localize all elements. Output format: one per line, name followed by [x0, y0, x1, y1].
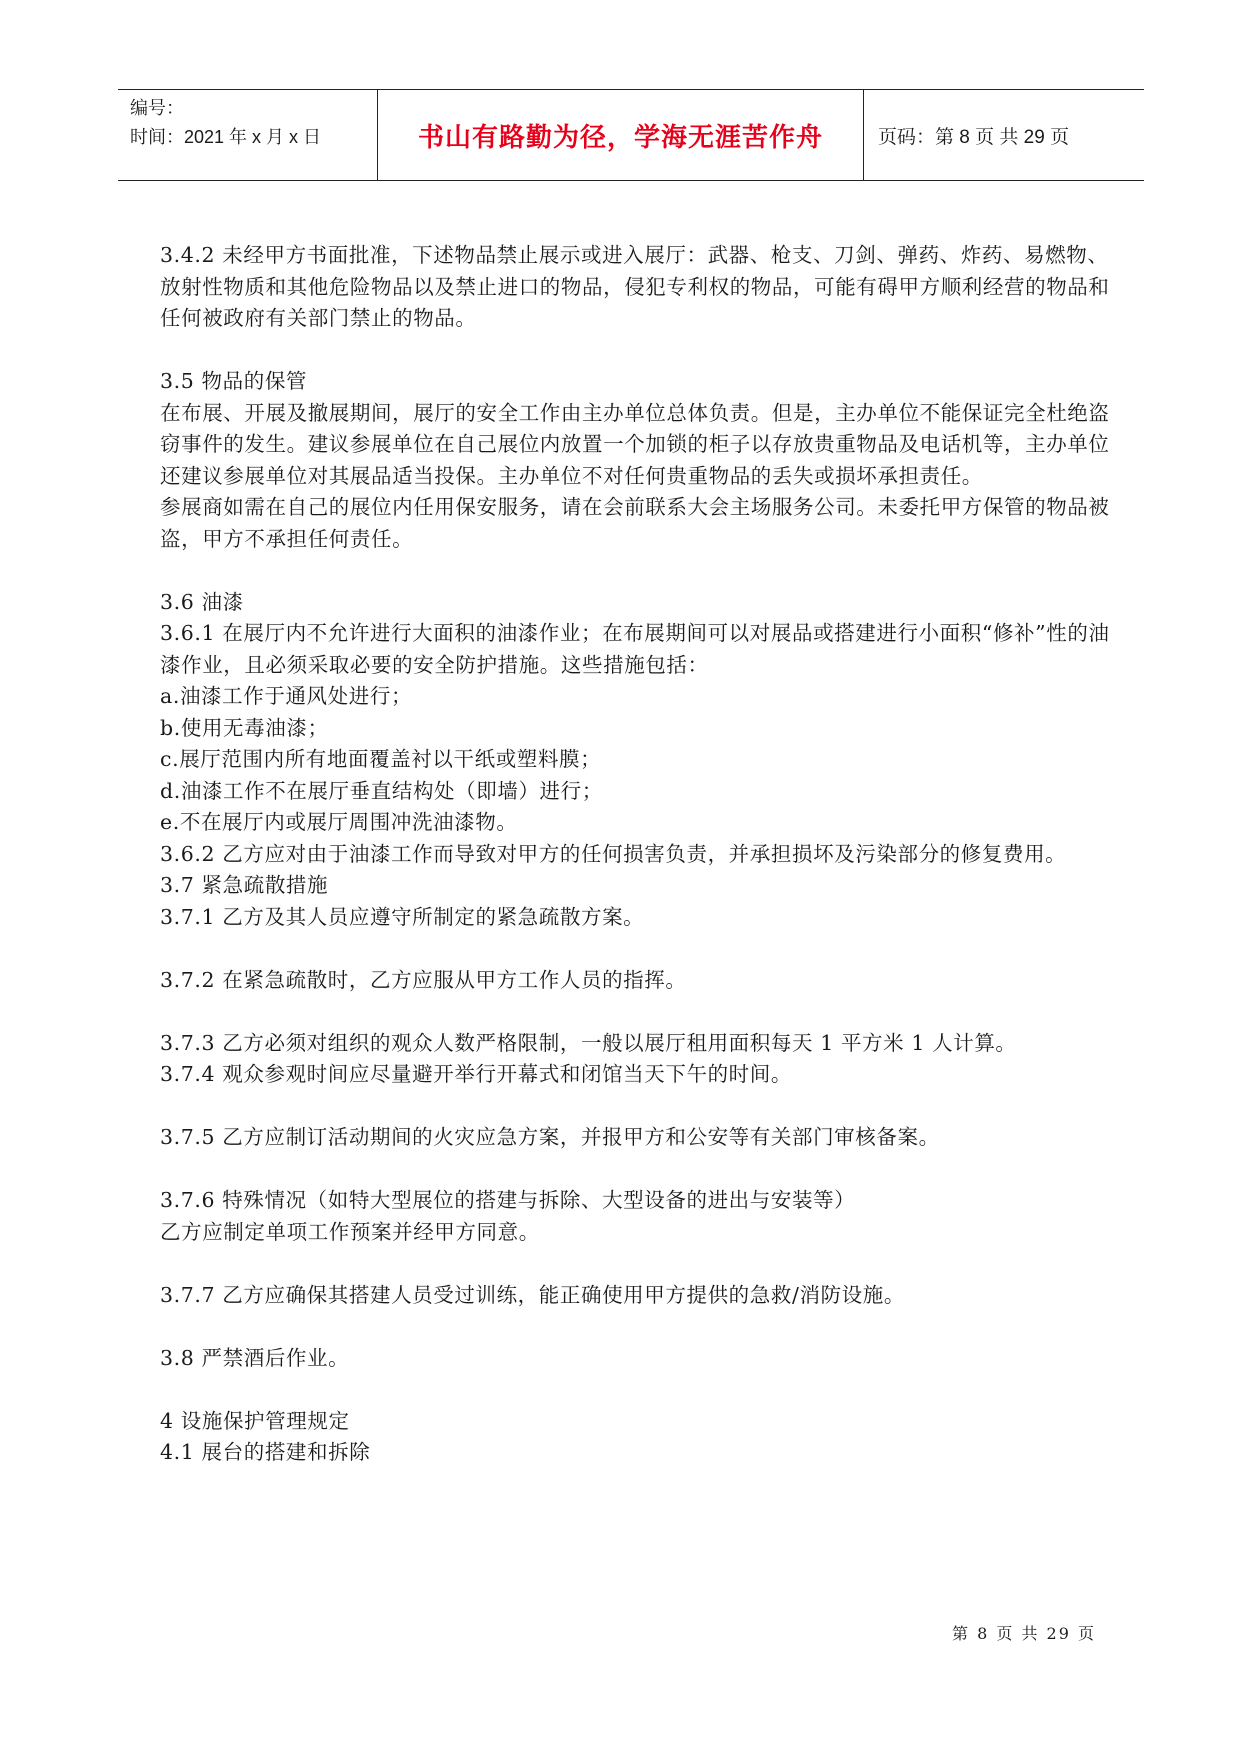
- heading-4-1: 4.1 展台的搭建和拆除: [160, 1440, 371, 1464]
- document-number-label: 编号：: [130, 98, 184, 118]
- header-motto: 书山有路勤为径，学海无涯苦作舟: [378, 90, 864, 180]
- paragraph-3-7-4: 3.7.4 观众参观时间应尽量避开举行开幕式和闭馆当天下午的时间。: [160, 1062, 792, 1086]
- paragraph-3-5-b: 参展商如需在自己的展位内任用保安服务，请在会前联系大会主场服务公司。未委托甲方保管的物品被盗，甲方不承担任何责任。: [160, 495, 1110, 551]
- paragraph-3-7-7: 3.7.7 乙方应确保其搭建人员受过训练，能正确使用甲方提供的急救/消防设施。: [160, 1282, 905, 1307]
- paragraph-3-7-1: 3.7.1 乙方及其人员应遵守所制定的紧急疏散方案。: [160, 904, 645, 929]
- document-date: 时间：2021 年 x 月 x 日: [130, 127, 322, 147]
- page-header: [118, 89, 1144, 181]
- paragraph-3-7-6-a: 3.7.6 特殊情况（如特大型展位的搭建与拆除、大型设备的进出与安装等）: [160, 1188, 856, 1212]
- page-footer: 第 8 页 共 29 页: [952, 1624, 1096, 1643]
- list-item-a: a.油漆工作于通风处进行；: [160, 684, 413, 708]
- list-item-e: e.不在展厅内或展厅周围冲洗油漆物。: [160, 810, 518, 834]
- heading-4: 4 设施保护管理规定: [160, 1408, 350, 1433]
- paragraph-3-4-2: 3.4.2 未经甲方书面批准，下述物品禁止展示或进入展厅：武器、枪支、刀剑、弹药、炸药、易燃物、放射性物质和其他危险物品以及禁止进口的物品，侵犯专利权的物品，可能有碍甲方顺利经营的物品和任何被政府有关部门禁止的物品。: [160, 243, 1110, 330]
- heading-3-5: 3.5 物品的保管: [160, 369, 308, 393]
- paragraph-3-5-a: 在布展、开展及撤展期间，展厅的安全工作由主办单位总体负责。但是，主办单位不能保证完全杜绝盗窃事件的发生。建议参展单位在自己展位内放置一个加锁的柜子以存放贵重物品及电话机等，主办单位还建议参展单位对其展品适当投保。主办单位不对任何贵重物品的丢失或损坏承担责任。: [160, 400, 1110, 488]
- header-page-code: 页码：第 8 页 共 29 页: [878, 126, 1070, 148]
- list-item-c: c.展厅范围内所有地面覆盖衬以干纸或塑料膜；: [160, 747, 602, 771]
- heading-3-7: 3.7 紧急疏散措施: [160, 873, 329, 897]
- header-meta: [118, 90, 378, 180]
- paragraph-3-7-3: 3.7.3 乙方必须对组织的观众人数严格限制，一般以展厅租用面积每天 1 平方米 1 人计算。: [160, 1030, 1017, 1055]
- paragraph-3-6-2: 3.6.2 乙方应对由于油漆工作而导致对甲方的任何损害负责，并承担损坏及污染部分的修复费用。: [160, 841, 1067, 866]
- list-item-b: b.使用无毒油漆；: [160, 715, 329, 740]
- paragraph-3-6-1: 3.6.1 在展厅内不允许进行大面积的油漆作业；在布展期间可以对展品或搭建进行小面积“修补”性的油漆作业，且必须采取必要的安全防护措施。这些措施包括：: [160, 621, 1110, 677]
- heading-3-6: 3.6 油漆: [160, 589, 244, 614]
- paragraph-3-8: 3.8 严禁酒后作业。: [160, 1345, 350, 1370]
- document-body: [160, 240, 1120, 1469]
- paragraph-3-7-6-b: 乙方应制定单项工作预案并经甲方同意。: [160, 1219, 540, 1244]
- paragraph-3-7-2: 3.7.2 在紧急疏散时，乙方应服从甲方工作人员的指挥。: [160, 967, 687, 992]
- paragraph-3-7-5: 3.7.5 乙方应制订活动期间的火灾应急方案，并报甲方和公安等有关部门审核备案。: [160, 1125, 940, 1149]
- list-item-d: d.油漆工作不在展厅垂直结构处（即墙）进行；: [160, 778, 603, 803]
